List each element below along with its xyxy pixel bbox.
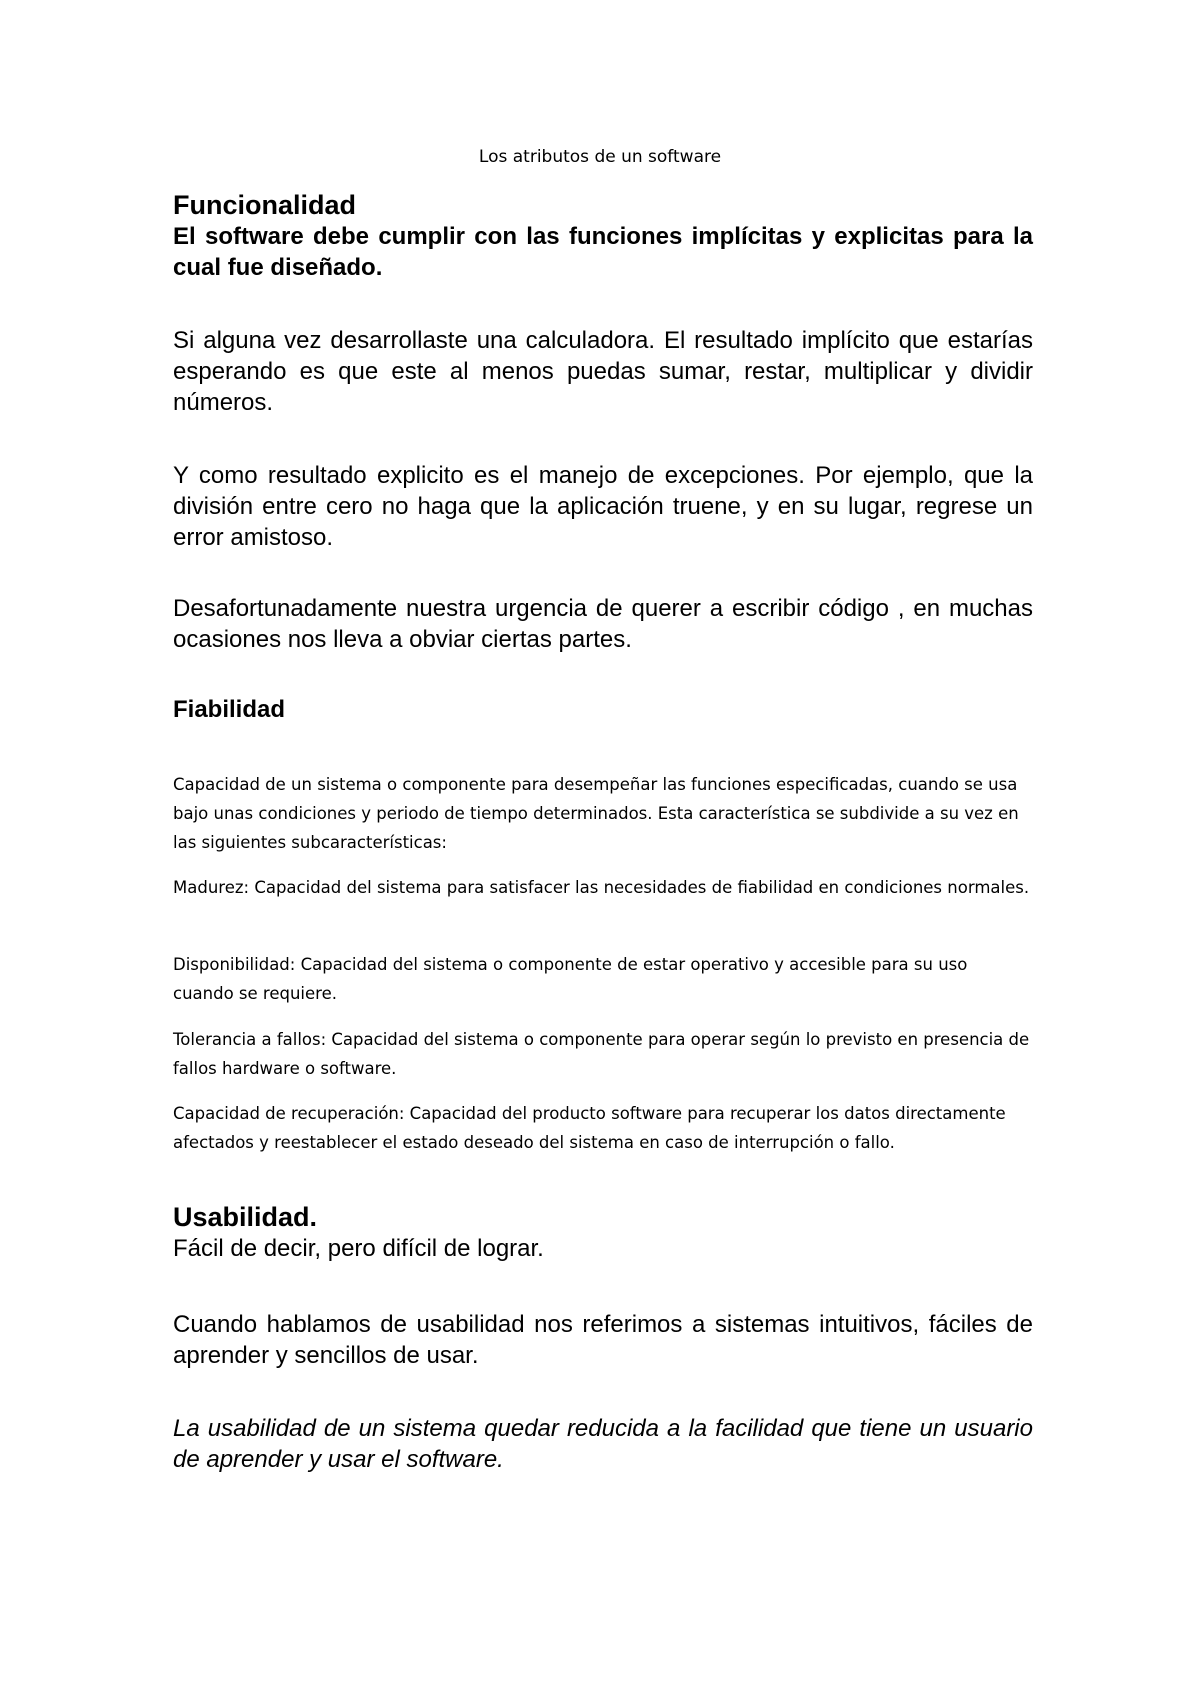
usabilidad-lead: Fácil de decir, pero difícil de lograr. <box>173 1235 544 1262</box>
heading-usabilidad: Usabilidad. <box>173 1202 318 1232</box>
fiabilidad-disponibilidad: Disponibilidad: Capacidad del sistema o componente de estar operativo y accesible para su uso cuando se requiere. <box>173 955 968 1003</box>
section-fiabilidad <box>173 770 1033 857</box>
funcionalidad-paragraph-2: Y como resultado explicito es el manejo de excepciones. Por ejemplo, que la división entre cero no haga que la aplicación truene, y en su lugar, regrese un error amistoso. <box>173 462 1033 551</box>
funcionalidad-paragraph-3: Desafortunadamente nuestra urgencia de querer a escribir código , en muchas ocasiones nos lleva a obviar ciertas partes. <box>173 595 1033 653</box>
heading-funcionalidad: Funcionalidad <box>173 190 357 220</box>
section-funcionalidad <box>173 189 1033 283</box>
document-title: Los atributos de un software <box>478 147 722 167</box>
usabilidad-paragraph-1: Cuando hablamos de usabilidad nos referimos a sistemas intuitivos, fáciles de aprender y sencillos de usar. <box>173 1311 1033 1369</box>
fiabilidad-madurez: Madurez: Capacidad del sistema para satisfacer las necesidades de fiabilidad en condiciones normales. <box>173 878 1030 897</box>
usabilidad-paragraph-2: La usabilidad de un sistema quedar reducida a la facilidad que tiene un usuario de aprender y usar el software. <box>173 1415 1033 1473</box>
fiabilidad-intro: Capacidad de un sistema o componente para desempeñar las funciones especificadas, cuando se usa bajo unas condiciones y periodo de tiempo determinados. Esta característica se subdivide a su vez en las siguientes subcaracterísticas: <box>173 775 1019 852</box>
fiabilidad-tolerancia: Tolerancia a fallos: Capacidad del sistema o componente para operar según lo previsto en presencia de fallos hardware o software. <box>173 1030 1030 1078</box>
heading-fiabilidad: Fiabilidad <box>173 696 286 723</box>
section-usabilidad <box>173 1201 1033 1264</box>
funcionalidad-lead: El software debe cumplir con las funciones implícitas y explicitas para la cual fue diseñado. <box>173 223 1033 281</box>
fiabilidad-recuperacion: Capacidad de recuperación: Capacidad del producto software para recuperar los datos directamente afectados y reestablecer el estado deseado del sistema en caso de interrupción o fallo. <box>173 1104 1006 1152</box>
funcionalidad-paragraph-1: Si alguna vez desarrollaste una calculadora. El resultado implícito que estarías esperando es que este al menos puedas sumar, restar, multiplicar y dividir números. <box>173 327 1033 416</box>
